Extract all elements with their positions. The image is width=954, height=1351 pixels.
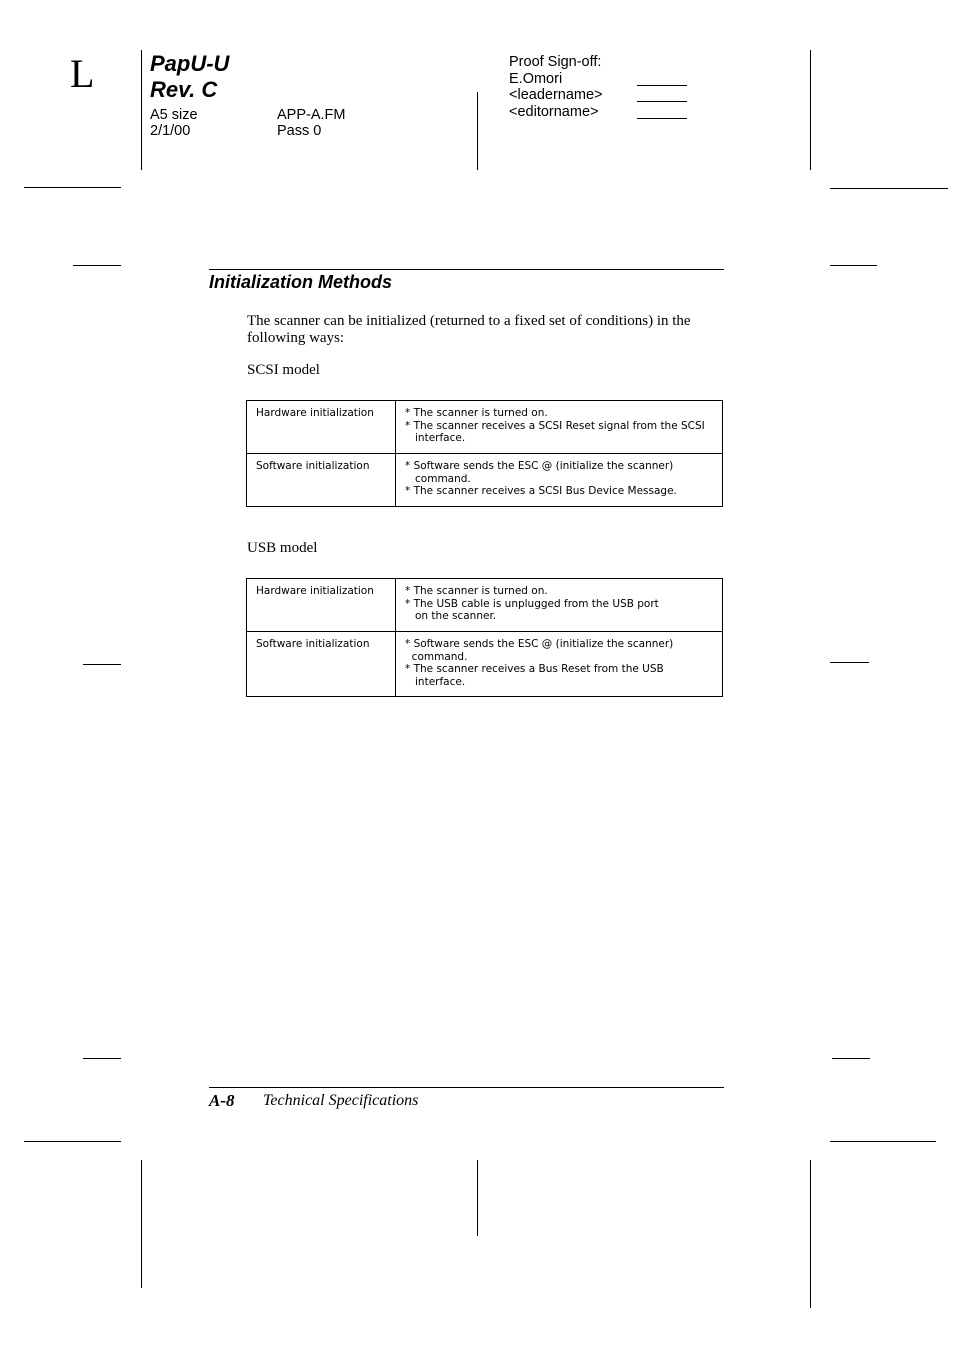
row-label: Hardware initialization xyxy=(247,401,396,454)
detail-item: * The scanner is turned on. xyxy=(405,585,548,597)
usb-table xyxy=(246,578,723,697)
detail-item: * The scanner receives a SCSI Reset signal from the SCSI interface. xyxy=(405,419,705,444)
detail-item: * The scanner receives a Bus Reset from the USB interface. xyxy=(405,663,664,688)
section-rule xyxy=(209,269,724,270)
crop-mark xyxy=(830,265,877,266)
detail-item: * The scanner receives a SCSI Bus Device Message. xyxy=(405,485,677,497)
crop-mark xyxy=(24,187,121,188)
signature-line xyxy=(637,101,687,102)
row-label: Hardware initialization xyxy=(247,579,396,632)
table-row xyxy=(247,579,723,632)
signature-line xyxy=(637,118,687,119)
detail-item: * The scanner is turned on. xyxy=(405,407,548,419)
signer: <leadername> xyxy=(509,87,603,103)
proof-label: Proof Sign-off: xyxy=(509,54,602,70)
footer-rule xyxy=(209,1087,724,1088)
pass-label: Pass 0 xyxy=(277,123,322,139)
product-header xyxy=(150,51,229,103)
detail-item: * Software sends the ESC @ (initialize the scanner) command. xyxy=(405,460,674,485)
detail-item: * The USB cable is unplugged from the USB port on the scanner. xyxy=(405,597,659,622)
crop-mark xyxy=(830,1141,936,1142)
proof-signoff xyxy=(509,54,603,120)
intro-paragraph: The scanner can be initialized (returned to a fixed set of conditions) in the following ways: xyxy=(247,313,691,346)
detail-item: * Software sends the ESC @ (initialize the scanner) command. xyxy=(405,638,674,663)
signer: E.Omori xyxy=(509,70,563,87)
date-label: 2/1/00 xyxy=(150,123,191,139)
table-row xyxy=(247,632,723,697)
file-label: APP-A.FM xyxy=(277,107,346,123)
row-label: Software initialization xyxy=(247,632,396,697)
row-details xyxy=(396,454,723,507)
scsi-table xyxy=(246,400,723,507)
crop-mark xyxy=(830,188,948,189)
crop-mark xyxy=(83,664,121,665)
revision: Rev. C xyxy=(150,77,218,102)
signature-line xyxy=(637,85,687,86)
crop-mark xyxy=(810,1160,811,1308)
size-label: A5 size xyxy=(150,107,198,123)
row-details xyxy=(396,579,723,632)
crop-mark xyxy=(73,265,121,266)
table-caption: SCSI model xyxy=(247,362,320,378)
corner-mark: L xyxy=(70,51,95,96)
row-details xyxy=(396,632,723,697)
signer: <editorname> xyxy=(509,103,599,120)
crop-mark xyxy=(477,92,478,170)
crop-mark xyxy=(832,1058,870,1059)
product-name: PapU-U xyxy=(150,51,230,76)
crop-mark xyxy=(477,1160,478,1236)
table-caption: USB model xyxy=(247,540,318,556)
table-row xyxy=(247,454,723,507)
crop-mark xyxy=(141,1160,142,1288)
crop-mark xyxy=(141,50,142,170)
row-label: Software initialization xyxy=(247,454,396,507)
chapter-title: Technical Specifications xyxy=(263,1092,419,1109)
page-number: A-8 xyxy=(209,1091,235,1110)
crop-mark xyxy=(24,1141,121,1142)
crop-mark xyxy=(810,50,811,170)
crop-mark xyxy=(830,662,869,663)
table-row xyxy=(247,401,723,454)
section-title: Initialization Methods xyxy=(209,272,392,292)
row-details xyxy=(396,401,723,454)
crop-mark xyxy=(83,1058,121,1059)
